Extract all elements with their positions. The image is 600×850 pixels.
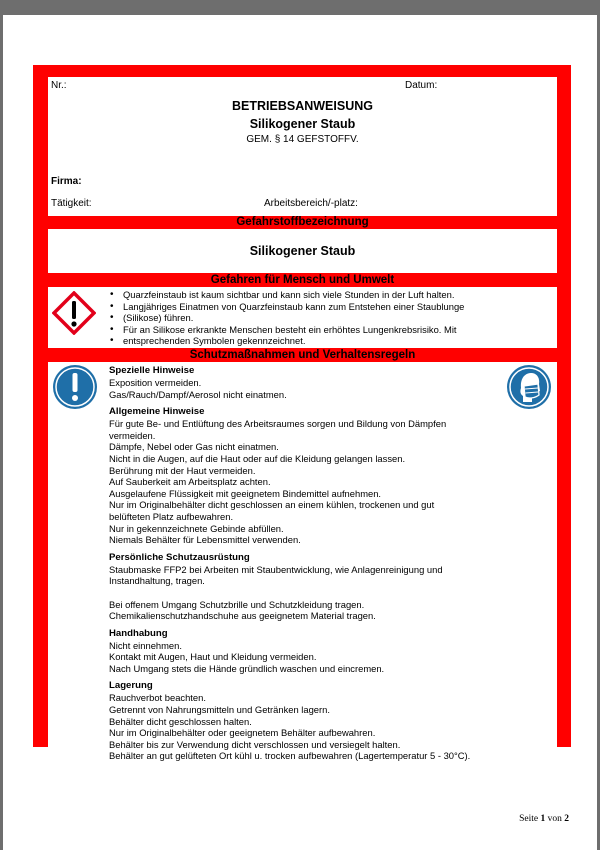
substance-name: Silikogener Staub — [249, 244, 356, 258]
measure-line: Chemikalienschutzhandschuhe aus geeignetem Material tragen. — [109, 610, 376, 622]
measure-line: Exposition vermeiden. — [109, 377, 202, 388]
hazard-list — [106, 289, 554, 347]
measures-box — [48, 362, 557, 762]
psa-heading: Persönliche Schutzausrüstung — [109, 551, 250, 563]
allgemein-heading: Allgemeine Hinweise — [109, 406, 205, 418]
measure-line: Behälter bis zur Verwendung dicht verschlossen und versiegelt halten. — [109, 738, 401, 750]
measure-line: Nicht in die Augen, auf die Haut oder auf die Kleidung gelangen lassen. — [109, 452, 406, 464]
substance-name-box — [48, 229, 557, 273]
measures-text — [109, 365, 509, 762]
firma-label: Firma: — [51, 176, 82, 187]
measure-blank-line — [109, 587, 509, 599]
measure-line: Nach Umgang stets die Hände gründlich waschen und eincremen. — [109, 662, 385, 674]
operating-instruction-frame — [33, 65, 571, 762]
measure-line: Berührung mit der Haut vermeiden. — [109, 464, 256, 476]
mask-icon — [506, 364, 552, 410]
section-gefahrstoff-title: Gefahrstoffbezeichnung — [236, 216, 369, 228]
measure-line: belüfteten Platz aufbewahren. — [109, 510, 234, 522]
hazard-item-continuation: • (Silikose) führen. — [106, 312, 554, 324]
measure-line: Bei offenem Umgang Schutzbrille und Schutzkleidung tragen. — [109, 598, 365, 610]
mandatory-sign-icon — [52, 364, 98, 410]
measure-line: Rauchverbot beachten. — [109, 692, 206, 704]
measure-line: Behälter an gut gelüfteten Ort kühl u. trocken aufbewahren (Lagertemperatur 5 - 30°C). — [109, 750, 471, 762]
header-box — [48, 77, 557, 216]
datum-label: Datum: — [405, 80, 438, 91]
regulation-text: GEM. § 14 GEFSTOFFV. — [246, 134, 359, 145]
measure-line: Ausgelaufene Flüssigkeit mit geeignetem Bindemittel aufnehmen. — [109, 487, 382, 499]
nr-label: Nr.: — [51, 80, 67, 91]
measure-line: Auf Sauberkeit am Arbeitsplatz achten. — [109, 476, 271, 488]
measure-line: Nur in gekennzeichnete Gebinde abfüllen. — [109, 522, 284, 534]
measure-line: Staubmaske FFP2 bei Arbeiten mit Staubentwicklung, wie Anlagenreinigung und — [109, 563, 443, 575]
measure-line: Nur im Originalbehälter oder geeignetem Behälter aufbewahren. — [109, 727, 376, 739]
hazard-item: • Für an Silikose erkrankte Menschen besteht ein erhöhtes Lungenkrebsrisiko. Mit — [106, 324, 554, 336]
page-title: BETRIEBSANWEISUNG — [232, 99, 373, 113]
speziell-heading: Spezielle Hinweise — [109, 365, 195, 376]
measure-line: Dämpfe, Nebel oder Gas nicht einatmen. — [109, 441, 279, 453]
ghs-exclamation-icon — [52, 291, 96, 335]
section-schutz-title: Schutzmaßnahmen und Verhaltensregeln — [189, 349, 416, 361]
measure-line: Behälter dicht geschlossen halten. — [109, 715, 252, 727]
lagerung-heading: Lagerung — [109, 680, 153, 692]
measure-line: Instandhaltung, tragen. — [109, 575, 205, 587]
measure-line: Niemals Behälter für Lebensmittel verwenden. — [109, 534, 301, 546]
substance-subtitle: Silikogener Staub — [249, 117, 356, 131]
measure-line: Nicht einnehmen. — [109, 639, 182, 651]
measure-line: Kontakt mit Augen, Haut und Kleidung vermeiden. — [109, 651, 317, 663]
measure-line: Nur im Originalbehälter dicht geschlossen an einem kühlen, trockenen und gut — [109, 499, 435, 511]
measure-line: Für gute Be- und Entlüftung des Arbeitsraumes sorgen und Bildung von Dämpfen — [109, 418, 447, 430]
section-gefahren-title: Gefahren für Mensch und Umwelt — [210, 274, 395, 286]
hazard-item: • Langjähriges Einatmen von Quarzfeinstaub kann zum Entstehen einer Staublunge — [106, 301, 554, 313]
hazards-box — [48, 287, 557, 348]
arbeitsbereich-label: Arbeitsbereich/-platz: — [264, 198, 358, 209]
handhabung-heading: Handhabung — [109, 627, 168, 639]
hazard-item-continuation: • entsprechenden Symbolen gekennzeichnet. — [106, 335, 554, 347]
hazard-item: • Quarzfeinstaub ist kaum sichtbar und kann sich viele Stunden in der Luft halten. — [106, 289, 554, 301]
measure-line: vermeiden. — [109, 429, 156, 441]
measure-line: Gas/Rauch/Dampf/Aerosol nicht einatmen. — [109, 388, 287, 400]
document-page — [3, 15, 597, 850]
measure-line: Getrennt von Nahrungsmitteln und Getränken lagern. — [109, 704, 330, 716]
taetigkeit-label: Tätigkeit: — [51, 198, 92, 209]
page-number: Seite 1 von 2 — [519, 814, 569, 824]
